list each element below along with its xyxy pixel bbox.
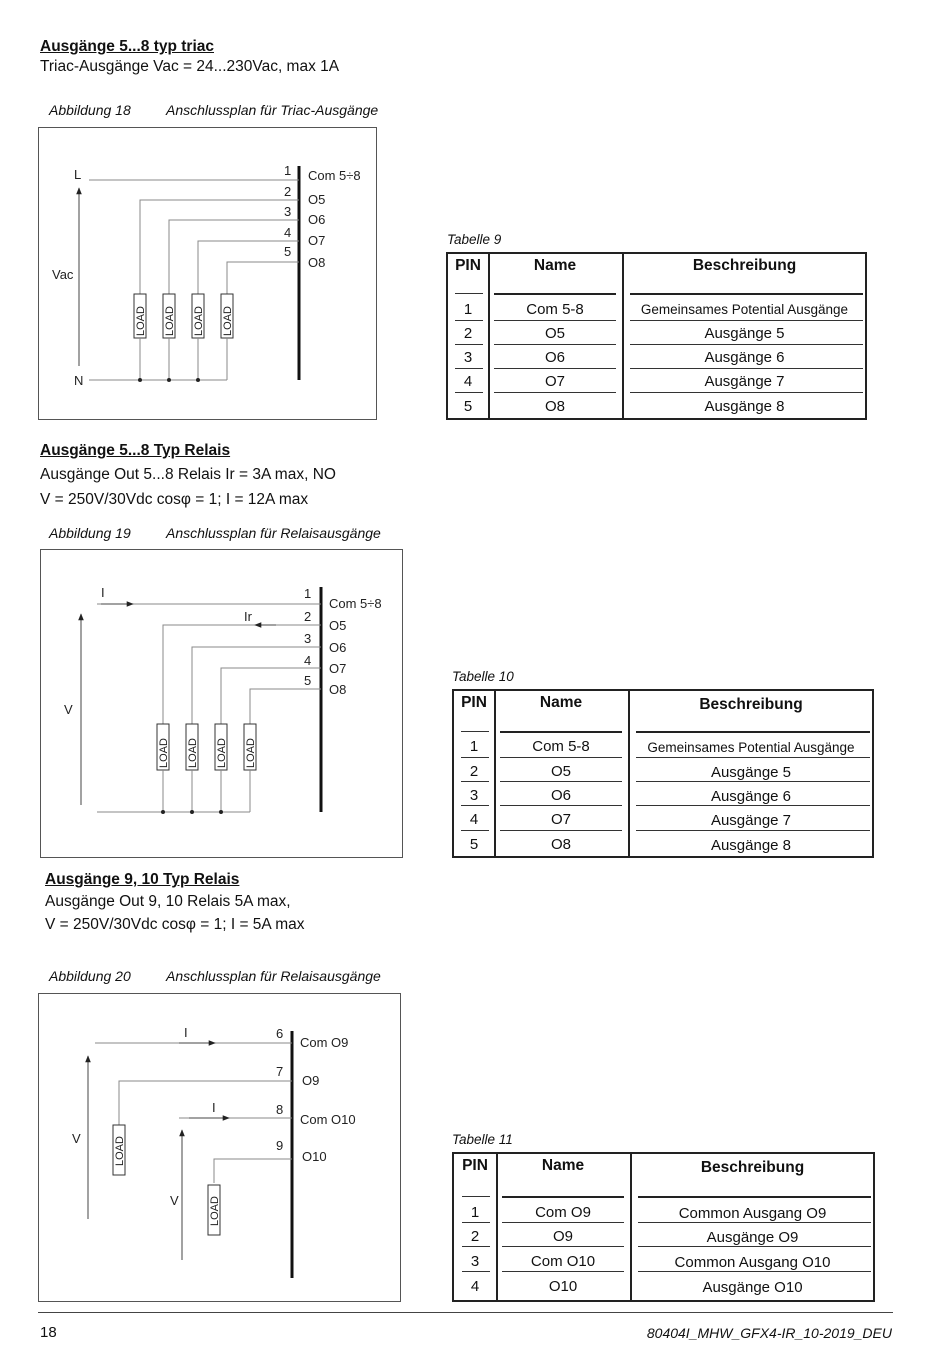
table-row: O5 — [550, 763, 571, 780]
table-row: O6 — [550, 787, 571, 804]
load-label-1: LOAD — [158, 738, 170, 768]
table-row: Ausgänge 6 — [704, 349, 785, 366]
table-row: 5 — [463, 398, 473, 415]
terminal-O5: O5 — [329, 618, 347, 633]
table-row: 1 — [469, 738, 479, 755]
label-I-O9: I — [184, 1025, 188, 1040]
table10-header-name: Name — [539, 694, 583, 711]
pin-4: 4 — [304, 653, 312, 668]
label-L: L — [74, 167, 82, 182]
pin-4: 4 — [284, 225, 292, 240]
pin-3: 3 — [304, 631, 312, 646]
table10 — [452, 689, 874, 858]
footer-rule — [38, 1312, 893, 1313]
load-label-3: LOAD — [216, 738, 228, 768]
pin-6: 6 — [276, 1026, 284, 1041]
table-row: 3 — [469, 787, 479, 804]
pin-2: 2 — [284, 184, 292, 199]
terminal-com-O10: Com O10 — [300, 1112, 356, 1127]
label-Ir: Ir — [244, 609, 252, 624]
wire-O5 — [163, 625, 321, 724]
table11-header-name: Name — [541, 1157, 585, 1174]
table-row: Common Ausgang O9 — [678, 1205, 827, 1222]
table-row: 4 — [463, 373, 473, 390]
table-row: 3 — [463, 349, 473, 366]
table-row: O10 — [548, 1278, 578, 1295]
table10-label: Tabelle 10 — [452, 669, 514, 684]
pin-5: 5 — [304, 673, 312, 688]
table-row: O8 — [544, 398, 565, 415]
table-row: O9 — [552, 1228, 573, 1245]
wire-O8 — [250, 689, 321, 724]
table-row: 3 — [470, 1253, 480, 1270]
document-code: 80404I_MHW_GFX4-IR_10-2019_DEU — [646, 1325, 892, 1341]
terminal-com-O9: Com O9 — [300, 1035, 349, 1050]
table9-label: Tabelle 9 — [447, 232, 502, 247]
table-row: Gemeinsames Potential Ausgänge — [640, 302, 849, 317]
table-row: Gemeinsames Potential Ausgänge — [647, 740, 855, 755]
table-row: Ausgänge 7 — [704, 373, 785, 390]
wire-O8 — [227, 262, 299, 294]
table11-label: Tabelle 11 — [452, 1132, 513, 1147]
table-row: Com 5-8 — [526, 301, 584, 318]
figure20-diagram — [38, 993, 401, 1302]
table9 — [446, 252, 867, 420]
section1-heading: Ausgänge 5...8 typ triac — [40, 38, 214, 55]
table-row: Ausgänge 5 — [704, 325, 785, 342]
pin-9: 9 — [276, 1138, 284, 1153]
label-I: I — [101, 585, 105, 600]
load-label-4: LOAD — [222, 306, 234, 336]
terminal-O9: O9 — [302, 1073, 320, 1088]
terminal-O6: O6 — [308, 212, 326, 227]
table9-header-desc: Beschreibung — [692, 257, 797, 274]
table10-header-desc: Beschreibung — [699, 696, 803, 713]
section1-spec: Triac-Ausgänge Vac = 24...230Vac, max 1A — [40, 58, 340, 75]
table-row: 5 — [469, 836, 479, 853]
terminal-O5: O5 — [308, 192, 326, 207]
terminal-O10: O10 — [302, 1149, 327, 1164]
wire-O6 — [169, 220, 299, 294]
table-row: O7 — [544, 373, 565, 390]
section2-spec2: V = 250V/30Vdc cosφ = 1; I = 12A max — [40, 491, 309, 508]
table-row: Com O10 — [530, 1253, 596, 1270]
load-boxes — [157, 724, 256, 770]
terminal-O8: O8 — [329, 682, 347, 697]
table-row: Ausgänge 5 — [710, 764, 792, 781]
table-row: O8 — [550, 836, 571, 853]
section2-heading: Ausgänge 5...8 Typ Relais — [40, 442, 231, 459]
table9-header-pin: PIN — [455, 257, 481, 274]
label-V-O10: V — [170, 1193, 179, 1208]
table-row: Ausgänge O10 — [702, 1279, 803, 1296]
table9-header-name: Name — [533, 257, 577, 274]
figure18-label: Abbildung 18 — [49, 102, 131, 118]
table-row: Com 5-8 — [532, 738, 590, 755]
load-label-1: LOAD — [135, 306, 147, 336]
figure19-title: Anschlussplan für Relaisausgänge — [166, 525, 381, 541]
table-row: Ausgänge O9 — [706, 1229, 799, 1246]
table-row: O5 — [544, 325, 565, 342]
terminal-O8: O8 — [308, 255, 326, 270]
table-row: 1 — [470, 1204, 480, 1221]
load-label-2: LOAD — [187, 738, 199, 768]
figure18-title: Anschlussplan für Triac-Ausgänge — [166, 102, 379, 118]
table-row: Ausgänge 8 — [710, 837, 792, 854]
label-Vac: Vac — [52, 267, 74, 282]
pin-3: 3 — [284, 204, 292, 219]
wire-O5 — [140, 200, 299, 294]
table-row: 2 — [470, 1228, 480, 1245]
pin-2: 2 — [304, 609, 312, 624]
pin-1: 1 — [304, 586, 312, 601]
pin-7: 7 — [276, 1064, 284, 1079]
load-boxes — [134, 294, 233, 338]
load-label-2: LOAD — [164, 306, 176, 336]
terminal-O7: O7 — [308, 233, 326, 248]
table11-header-pin: PIN — [462, 1157, 488, 1174]
table11-header-desc: Beschreibung — [700, 1159, 805, 1176]
table-row: 1 — [463, 301, 473, 318]
terminal-O6: O6 — [329, 640, 347, 655]
section3-spec1: Ausgänge Out 9, 10 Relais 5A max, — [45, 893, 291, 910]
label-V: V — [64, 702, 73, 717]
load-label-3: LOAD — [193, 306, 205, 336]
terminal-com: Com 5÷8 — [329, 596, 382, 611]
load-label-4: LOAD — [245, 738, 257, 768]
table-row: O7 — [550, 811, 571, 828]
wire-O6 — [192, 647, 321, 724]
table-row: O6 — [544, 349, 565, 366]
figure20-title: Anschlussplan für Relaisausgänge — [166, 968, 381, 984]
label-N: N — [74, 373, 84, 388]
section3-heading: Ausgänge 9, 10 Typ Relais — [45, 871, 240, 888]
table-row: Ausgänge 6 — [710, 788, 792, 805]
table-row: 4 — [469, 811, 479, 828]
pin-8: 8 — [276, 1102, 284, 1117]
pin-5: 5 — [284, 244, 292, 259]
section2-spec1: Ausgänge Out 5...8 Relais Ir = 3A max, NO — [40, 466, 336, 483]
page-number: 18 — [40, 1324, 57, 1341]
label-V-O9: V — [72, 1131, 81, 1146]
terminal-com: Com 5÷8 — [308, 168, 361, 183]
label-I-O10: I — [212, 1100, 216, 1115]
pin-1: 1 — [284, 163, 292, 178]
load-label-O9: LOAD — [114, 1136, 126, 1166]
table-row: Ausgänge 7 — [710, 812, 792, 829]
table-row: Com O9 — [535, 1204, 591, 1221]
table-row: 4 — [470, 1278, 480, 1295]
terminal-O7: O7 — [329, 661, 347, 676]
table11 — [452, 1152, 875, 1302]
table-row: Common Ausgang O10 — [674, 1254, 831, 1271]
figure20-label: Abbildung 20 — [49, 968, 131, 984]
table-row: Ausgänge 8 — [704, 398, 785, 415]
section3-spec2: V = 250V/30Vdc cosφ = 1; I = 5A max — [45, 916, 305, 933]
figure19-label: Abbildung 19 — [49, 525, 131, 541]
figure19-diagram — [40, 549, 403, 858]
table10-header-pin: PIN — [461, 694, 487, 711]
figure18-diagram — [38, 127, 377, 420]
table-row: 2 — [469, 763, 479, 780]
wire-O10 — [214, 1159, 292, 1183]
load-label-O10: LOAD — [209, 1196, 221, 1226]
table-row: 2 — [463, 325, 473, 342]
